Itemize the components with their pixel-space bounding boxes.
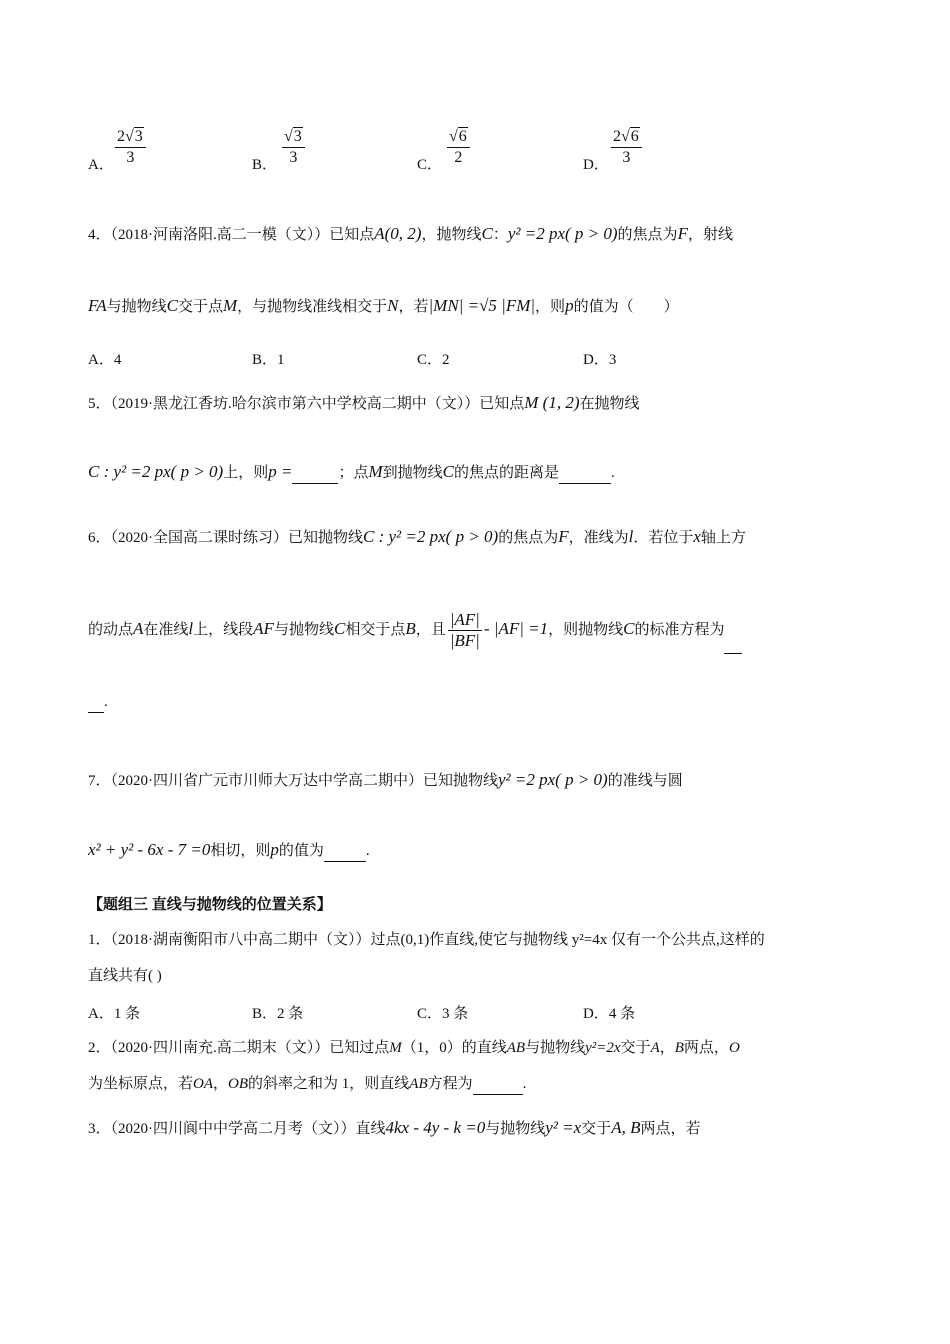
q4-option-b: B．1: [252, 352, 285, 368]
option-c-fraction: $\frac{√6}{2}$: [447, 128, 470, 167]
option-a-label: A．: [88, 157, 114, 173]
s3q1-option-a: A．1 条: [88, 1006, 141, 1022]
option-d-fraction: $\frac{2√6}{3}$: [611, 128, 642, 167]
q5-blank-2: [559, 463, 611, 484]
question-4-line-2: FA与抛物线C交于点M，与抛物线准线相交于N，若|MN| =√5 |FM|，则p的值为（ ）: [88, 296, 679, 315]
q5-blank-1: [292, 463, 338, 484]
s3q1-option-c: C．3 条: [417, 1006, 469, 1022]
question-4-line-1: 4．（2018·河南洛阳.高二一模（文））已知点A(0, 2)，抛物线C：y² =2 px( p > 0)的焦点为F，射线: [88, 224, 733, 243]
s3-question-2-line-2: 为坐标原点，若OA，OB的斜率之和为 1，则直线AB方程为 .: [88, 1074, 526, 1095]
s3-question-2-line-1: 2．（2020·四川南充.高二期末（文））已知过点M（1，0）的直线AB与抛物线y²=2x交于A，B两点，O: [88, 1040, 740, 1056]
q6-blank-b: [88, 692, 104, 713]
question-7-line-2: x² + y² - 6x - 7 =0相切，则p的值为 .: [88, 840, 370, 862]
question-5-line-1: 5．（2019·黑龙江香坊.哈尔滨市第六中学校高二期中（文））已知点M (1, 2)在抛物线: [88, 393, 640, 412]
option-c-label: C．: [417, 157, 443, 173]
q4-option-a: A．4: [88, 352, 122, 368]
section-3-title: 【题组三 直线与抛物线的位置关系】: [88, 897, 332, 913]
s3q1-option-d: D．4 条: [583, 1006, 636, 1022]
question-6-line-2: 的动点A在准线l上，线段AF与抛物线C相交于点B，且 $\frac{|AF|}{|BF|}$ - |AF| =1，则抛物线C的标准方程为: [88, 606, 742, 654]
s3-question-1-line-1: 1．（2018·湖南衡阳市八中高二期中（文））过点(0,1)作直线,使它与抛物线 y²=4x 仅有一个公共点,这样的: [88, 932, 765, 948]
q7-blank: [324, 841, 366, 862]
s3-question-3-line-1: 3．（2020·四川阆中中学高二月考（文））直线4kx - 4y - k =0与抛物线y² =x交于A, B两点，若: [88, 1118, 701, 1137]
question-6-line-1: 6．（2020·全国高二课时练习）已知抛物线C : y² =2 px( p > 0)的焦点为F，准线为l．若位于x轴上方: [88, 527, 746, 546]
question-5-line-2: C : y² =2 px( p > 0)上，则p = ；点M到抛物线C的焦点的距离是 .: [88, 462, 615, 484]
s3q2-blank: [473, 1074, 523, 1095]
s3-question-1-line-2: 直线共有( ): [88, 968, 162, 984]
question-6-line-3: .: [88, 692, 108, 713]
q4-option-c: C．2: [417, 352, 450, 368]
q4-option-d: D．3: [583, 352, 617, 368]
option-b-label: B．: [252, 157, 278, 173]
q6-ratio-fraction: $\frac{|AF|}{|BF|}$: [449, 610, 480, 651]
q6-blank-a: [724, 607, 742, 654]
option-a-fraction: $\frac{2√3}{3}$: [115, 128, 146, 167]
option-d-label: D．: [583, 157, 609, 173]
s3q1-option-b: B．2 条: [252, 1006, 304, 1022]
option-b-fraction: $\frac{√3}{3}$: [282, 128, 305, 167]
question-7-line-1: 7．（2020·四川省广元市川师大万达中学高二期中）已知抛物线y² =2 px( p > 0)的准线与圆: [88, 770, 683, 789]
